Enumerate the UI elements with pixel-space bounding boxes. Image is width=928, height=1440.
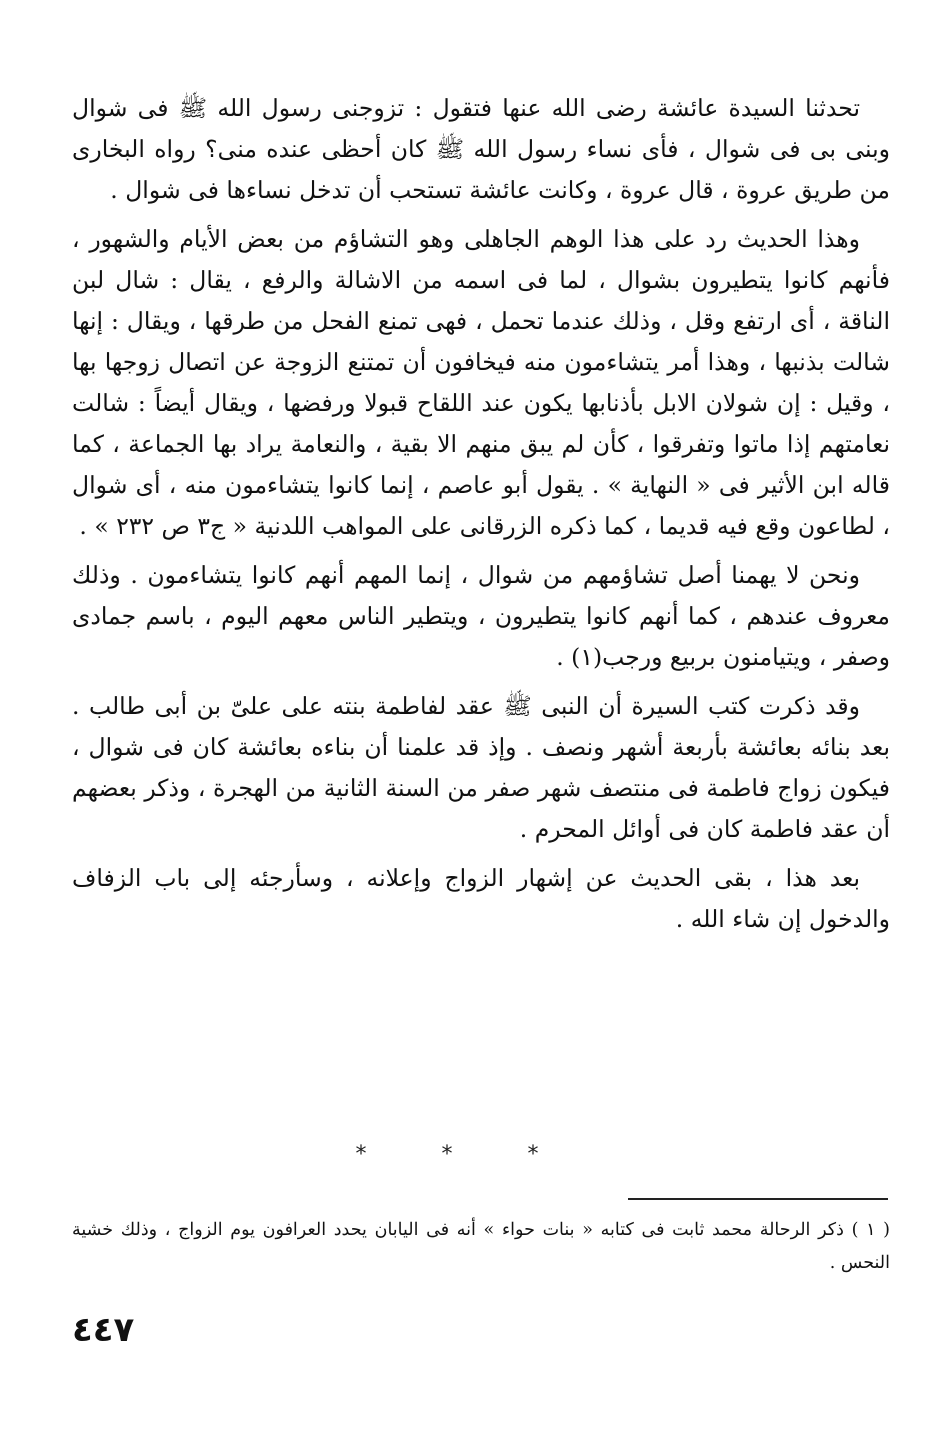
paragraph-aisha-hadith: تحدثنا السيدة عائشة رضى الله عنها فتقول : تزوجنى رسول الله ﷺ فى شوال وبنى بى فى شوال ، فأى نساء رسول الله ﷺ كان أحظى عنده منى؟ رواه البخارى من طريق عروة ، قال عروة ، وكانت عائشة تستحب أن تدخل نساءها فى شوال . [72, 94, 890, 204]
footnote-divider [628, 1198, 888, 1200]
page-number: ٤٤٧ [72, 1310, 135, 1350]
paragraph-closing: بعد هذا ، بقى الحديث عن إشهار الزواج وإعلانه ، وسأرجئه إلى باب الزفاف والدخول إن شاء الله . [72, 864, 890, 933]
footnote: ( ١ ) ذكر الرحالة محمد ثابت فى كتابه « بنات حواء » أنه فى اليابان يحدد العرافون يوم الزواج ، وذلك خشية النحس . [72, 1220, 890, 1273]
paragraph-shawwal-superstition: وهذا الحديث رد على هذا الوهم الجاهلى وهو التشاؤم من بعض الأيام والشهور ، فأنهم كانوا يتطيرون بشوال ، لما فى اسمه من الاشالة والرفع ، يقال : شال لبن الناقة ، أى ارتفع وقل ، وذلك عندما تحمل ، فهى تمنع الفحل من طرقها ، ويقال : إنها شالت بذنبها ، وهذا أمر يتشاءمون منه فيخافون أن تمتنع الزوجة عن اتصال زوجها بها ، وقيل : إن شولان الابل بأذنابها يكون عند اللقاح قبولا ورفضها ، ويقال أيضاً : شالت نعامتهم إذا ماتوا وتفرقوا ، كأن لم يبق منهم الا بقية ، والنعامة يراد بها الجماعة ، كما قاله ابن الأثير فى « النهاية » . يقول أبو عاصم ، إنما كانوا يتشاءمون منه ، أى شوال ، لطاعون وقع فيه قديما ، كما ذكره الزرقانى على المواهب اللدنية « ج٣ ص ٢٣٢ » . [72, 225, 890, 540]
paragraph-pessimism: ونحن لا يهمنا أصل تشاؤمهم من شوال ، إنما المهم أنهم كانوا يتشاءمون . وذلك معروف عندهم ، كما أنهم كانوا يتطيرون ، ويتطير الناس معهم اليوم ، باسم جمادى وصفر ، ويتيامنون بربيع ورجب(١) . [72, 561, 890, 671]
paragraph-fatima-marriage: وقد ذكرت كتب السيرة أن النبى ﷺ عقد لفاطمة بنته على علىّ بن أبى طالب . بعد بنائه بعائشة بأربعة أشهر ونصف . وإذ قد علمنا أن بناءه بعائشة كان فى شوال ، فيكون زواج فاطمة فى منتصف شهر صفر من السنة الثانية من الهجرة ، وذكر بعضهم أن عقد فاطمة كان فى أوائل المحرم . [72, 692, 890, 843]
page-body [72, 88, 890, 948]
section-separator: * * * [355, 1142, 573, 1167]
